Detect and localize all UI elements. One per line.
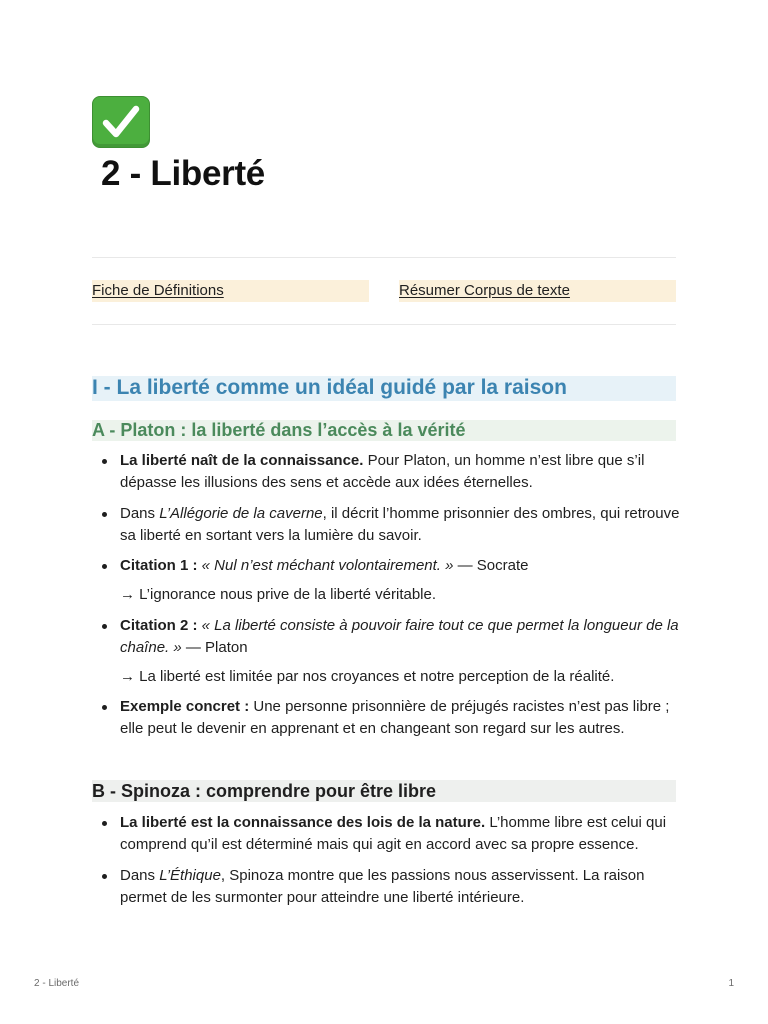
citation-quote: « Nul n’est méchant volontairement. » <box>197 557 454 574</box>
item-bold-text: Exemple concret : <box>120 698 250 715</box>
list-item <box>92 615 682 659</box>
footer-title: 2 - Liberté <box>34 978 80 989</box>
check-mark-button-icon <box>92 96 150 148</box>
work-title: L’Éthique <box>159 867 221 884</box>
list-item <box>92 696 682 740</box>
section-b-list <box>92 812 682 909</box>
item-text: , Spinoza montre que les passions nous asservissent. La raison permet de les surmonter pour atteindre une liberté intérieure. <box>120 867 645 906</box>
citation-quote: « La liberté consiste à pouvoir faire tout ce que permet la longueur de la chaîne. » <box>120 617 679 656</box>
list-item <box>92 503 682 547</box>
citation-author: — Platon <box>181 639 248 656</box>
citation-label: Citation 2 : <box>120 617 198 634</box>
subsection-heading-a: A - Platon : la liberté dans l’accès à la vérité <box>92 420 676 441</box>
list-item <box>92 555 682 577</box>
item-text: Dans <box>120 505 160 522</box>
item-text: L’homme libre est celui qui comprend qu’il est déterminé mais qui agit en accord avec sa propre essence. <box>120 814 667 853</box>
list-item <box>92 450 682 494</box>
work-title: L’Allégorie de la caverne <box>159 505 323 522</box>
section-heading-1: I - La liberté comme un idéal guidé par la raison <box>92 376 676 401</box>
page-title: 2 - Liberté <box>101 154 265 193</box>
page-number: 1 <box>728 978 734 989</box>
list-item <box>92 812 682 856</box>
definitions-link[interactable]: Fiche de Définitions <box>92 280 369 302</box>
item-text: Une personne prisonnière de préjugés racistes n’est pas libre ; elle peut le devenir en apprenant et en changeant son regard sur les autres. <box>120 698 670 737</box>
corpus-summary-link[interactable]: Résumer Corpus de texte <box>399 280 676 302</box>
item-text: Pour Platon, un homme n’est libre que s’il dépasse les illusions des sens et accède aux idées éternelles. <box>120 452 645 491</box>
citation-author: — Socrate <box>453 557 529 574</box>
divider <box>92 257 676 258</box>
citation-note: → L’ignorance nous prive de la liberté véritable. <box>120 586 437 603</box>
item-text: , il décrit l’homme prisonnier des ombres, qui retrouve sa liberté en sortant vers la lumière du savoir. <box>120 505 680 544</box>
section-a-list <box>92 450 682 740</box>
citation-label: Citation 1 : <box>120 557 198 574</box>
item-bold-text: La liberté naît de la connaissance. <box>120 452 364 469</box>
subsection-heading-b: B - Spinoza : comprendre pour être libre <box>92 780 676 802</box>
list-item <box>92 865 682 909</box>
item-bold-text: La liberté est la connaissance des lois de la nature. <box>120 814 486 831</box>
divider <box>92 324 676 325</box>
citation-note: → La liberté est limitée par nos croyances et notre perception de la réalité. <box>120 668 615 685</box>
item-text: Dans <box>120 867 160 884</box>
